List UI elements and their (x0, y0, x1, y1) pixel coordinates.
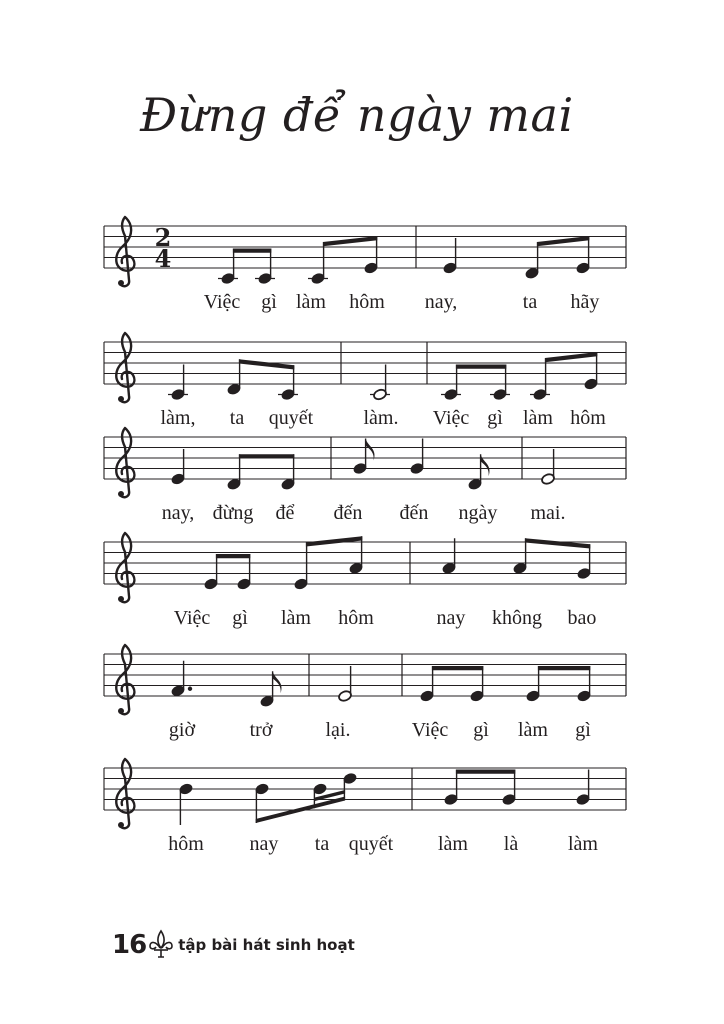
time-signature-bottom: 4 (154, 244, 172, 273)
lyric-syllable: quyết (348, 833, 394, 855)
lyric-syllable: hôm (570, 407, 606, 429)
note-beam (239, 454, 294, 458)
note-beam (239, 359, 294, 369)
lyric-syllable: làm (281, 607, 311, 629)
note-beam (456, 365, 506, 369)
treble-clef-icon (116, 533, 134, 602)
lyric-syllable: nay, (161, 502, 195, 524)
lyric-syllable: hôm (338, 607, 374, 629)
lyric-syllable: Việc (432, 407, 470, 429)
lyric-syllable: làm (518, 719, 548, 741)
lyric-syllable: gì (261, 291, 277, 313)
note-beam (216, 554, 250, 558)
lyric-syllable: giờ (168, 719, 196, 741)
lyric-syllable: hãy (570, 291, 600, 313)
lyric-syllable: ngày (458, 502, 498, 524)
note-beam (432, 666, 483, 670)
staff-system (104, 333, 626, 402)
treble-clef-icon (116, 428, 134, 497)
lyric-syllable: không (492, 607, 542, 629)
time-signature-top: 2 (154, 223, 172, 252)
note-beam (233, 249, 271, 253)
treble-clef-icon (116, 217, 134, 286)
lyric-syllable: nay (436, 607, 466, 629)
lyric-syllable: đừng (212, 502, 254, 524)
note-beam (323, 236, 377, 246)
treble-clef-icon (116, 645, 134, 714)
lyric-syllable: làm (296, 291, 326, 313)
song-title: Đừng để ngày mai (140, 88, 574, 142)
staff-system (104, 533, 626, 602)
lyric-syllable: Việc (203, 291, 241, 313)
lyric-syllable: ta (229, 407, 245, 429)
staff-system (104, 428, 626, 497)
augmentation-dot (188, 687, 192, 691)
lyric-syllable: ta (314, 833, 330, 855)
note-beam (525, 538, 590, 548)
lyric-syllable: gì (232, 607, 248, 629)
note-beam (538, 666, 590, 670)
page-number: 16 (112, 930, 147, 960)
lyric-syllable: làm (568, 833, 598, 855)
note-flag (366, 439, 375, 461)
note-beam (456, 770, 515, 774)
lyric-syllable: đến (333, 502, 363, 524)
lyric-syllable: quyết (268, 407, 314, 429)
lyric-syllable: làm (438, 833, 468, 855)
lyric-syllable: đến (399, 502, 429, 524)
book-title: tập bài hát sinh hoạt (178, 936, 355, 954)
lyric-syllable: là (503, 833, 519, 855)
staff-system (104, 217, 626, 286)
lyric-syllable: ta (522, 291, 538, 313)
lyric-syllable: làm (523, 407, 553, 429)
staff-system (104, 645, 626, 714)
lyric-syllable: trở (249, 719, 273, 741)
lyric-syllable: gì (575, 719, 591, 741)
page-footer (112, 925, 355, 965)
note-beam (306, 536, 362, 546)
lyric-syllable: bao (567, 607, 597, 629)
lyric-syllable: hôm (168, 833, 204, 855)
treble-clef-icon (116, 333, 134, 402)
lyric-syllable: nay (249, 833, 279, 855)
lyric-syllable: gì (487, 407, 503, 429)
lyric-syllable: hôm (349, 291, 385, 313)
lyric-syllable: để (275, 502, 295, 524)
lyric-syllable: gì (473, 719, 489, 741)
lyric-syllable: Việc (411, 719, 449, 741)
note-beam (537, 236, 589, 246)
lyric-syllable: làm. (363, 407, 399, 429)
treble-clef-icon (116, 759, 134, 828)
lyric-syllable: mai. (530, 502, 566, 524)
lyric-syllable: lại. (325, 719, 351, 741)
note-beam (545, 352, 597, 362)
lyric-syllable: nay, (424, 291, 458, 313)
fleur-de-lis-icon (148, 929, 174, 961)
lyric-syllable: Việc (173, 607, 211, 629)
staff-system (104, 759, 626, 828)
lyric-syllable: làm, (160, 407, 196, 429)
